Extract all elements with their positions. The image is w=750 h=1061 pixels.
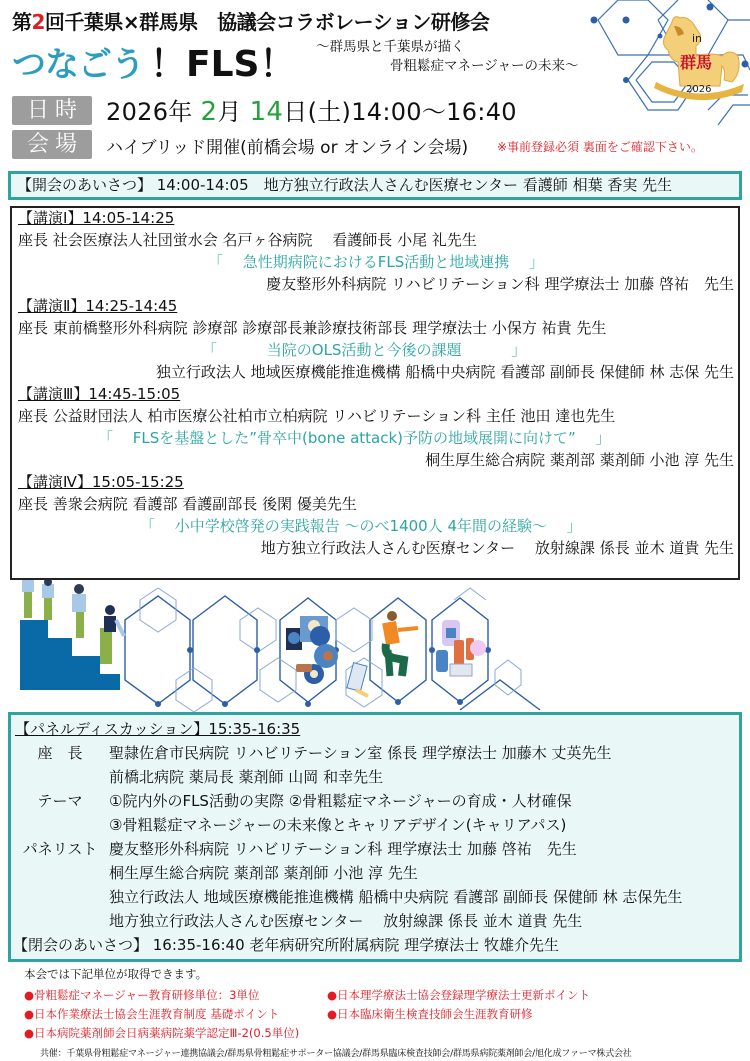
panel-discussion [8,712,742,962]
panel-row-label [11,813,109,837]
panel-row-label [11,909,109,933]
date-day: 14 [249,97,284,127]
illustration-band [0,580,750,712]
exercise-squat-icon [382,611,418,676]
venue-value: ハイブリッド開催(前橋会場 or オンライン会場) [106,138,469,158]
co-sponsors: 共催：千葉県骨粗鬆症マネージャー連携協議会/群馬県骨粗鬆症サポーター協議会/群馬県臨床検査技師会/群馬県病院薬剤師会/旭化成ファーマ株式会社 [40,1049,632,1059]
lecture-heading: 【講演Ⅳ】15:05-15:25 [18,473,184,491]
panel-row-label: パネリスト [22,840,98,858]
title-number: 2 [31,10,45,34]
lecture-title: 「 FLSを基盤とした”骨卒中(bone attack)予防の地域展開に向けて” 」 [98,429,611,447]
rocking-horse-logo [588,0,750,130]
subtitle-line-2: 骨粗鬆症マネージャーの未来～ [390,58,579,74]
lecture-3 [12,384,738,472]
panel-row-label: テーマ [37,792,83,810]
panel-row-value: ③骨粗鬆症マネージャーの未来像とキャリアデザイン(キャリアパス) [109,816,567,834]
opening-remarks: 【開会のあいさつ】 14:00-14:05 地方独立行政法人さんむ医療センター 看護師 相葉 香実 先生 [8,171,742,200]
panel-row [11,861,739,885]
lecture-chair: 座長 社会医療法人社団蛍水会 名戸ヶ谷病院 看護師長 小尾 礼先生 [18,231,477,249]
panel-row-label [11,861,109,885]
panel-row [11,789,739,813]
venue-label: 会場 [12,130,92,159]
credit-item: ●骨粗鬆症マネージャー教育研修単位：3単位 [24,988,260,1002]
lecture-title: 「 当院のOLS活動と今後の課題 」 [202,341,527,359]
credit-item: ●日本病院薬剤師会日病薬病院薬学認定Ⅲ-2(0.5単位) [24,1026,300,1040]
svg-text:群馬: 群馬 [680,53,713,72]
date-month: 2 [200,97,218,127]
lecture-heading: 【講演Ⅰ】14:05-14:25 [18,209,175,227]
panel-row-label [11,885,109,909]
panel-row-label: 座 長 [37,744,83,762]
hexagon-network-icon [0,580,750,712]
date-value [106,92,517,127]
panel-row [11,837,739,861]
medicine-bottles-icon [436,620,486,676]
title-prefix: 第 [12,10,32,34]
panel-row [11,885,739,909]
svg-text:in: in [692,32,703,45]
panel-row [11,741,739,765]
lecture-2 [12,296,738,384]
lecture-4 [12,472,738,560]
slogan [12,36,296,85]
lecture-speaker: 独立行政法人 地域医療機能推進機構 船橋中央病院 看護部 副師長 保健師 林 志保 先生 [155,363,734,381]
panel-row-value: 地方独立行政法人さんむ医療センター 放射線課 係長 並木 道貴 先生 [109,912,583,930]
lecture-title: 「 小中学校啓発の実践報告 ～のべ1400人 4年間の経験～ 」 [140,517,582,535]
subtitle [316,38,578,76]
slogan-main: つなごう [12,45,144,85]
svg-text:2026: 2026 [686,84,712,95]
people-climbing-stairs-icon [20,580,124,690]
lecture-speaker: 慶友整形外科病院 リハビリテーション科 理学療法士 加藤 啓祐 先生 [266,275,734,293]
credit-item: ●日本理学療法士協会登録理学療法士更新ポイント [327,988,591,1002]
event-title [12,6,489,35]
closing-remarks: 【閉会のあいさつ】 16:35-16:40 老年病研究所附属病院 理学療法士 牧雄介先生 [13,936,559,954]
panel-row-value: 聖隷佐倉市民病院 リハビリテーション室 係長 理学療法士 加藤木 丈英先生 [109,744,612,762]
lecture-speaker: 地方独立行政法人さんむ医療センター 放射線課 係長 並木 道貴 先生 [260,539,734,557]
lecture-1 [12,208,738,296]
subtitle-line-1: ～群馬県と千葉県が描く [316,39,465,55]
panel-row-value: ①院内外のFLS活動の実際 ②骨粗鬆症マネージャーの育成・人材確保 [109,792,572,810]
lecture-chair: 座長 善衆会病院 看護部 看護副部長 後閑 優美先生 [18,495,357,513]
panel-heading: 【パネルディスカッション】15:35-16:35 [15,720,301,738]
rocking-horse-icon [652,12,744,104]
panel-row-value: 前橋北病院 薬局長 薬剤師 山岡 和幸先生 [109,768,384,786]
panel-row [11,909,739,933]
lecture-title: 「 急性期病院におけるFLS活動と地域連携 」 [208,253,545,271]
date-month-unit: 月 [217,98,250,126]
panel-row-value: 桐生厚生総合病院 薬剤部 薬剤師 小池 淳 先生 [109,864,418,882]
lecture-heading: 【講演Ⅱ】14:25-14:45 [18,297,178,315]
credit-item: ●日本作業療法士協会生涯教育制度 基礎ポイント [24,1007,280,1021]
title-rest: 回千葉県×群馬県 協議会コラボレーション研修会 [44,10,490,34]
lecture-chair: 座長 公益財団法人 柏市医療公社柏市立柏病院 リハビリテーション科 主任 池田 達也先生 [18,407,616,425]
lecture-heading: 【講演Ⅲ】14:45-15:05 [18,385,181,403]
lecture-schedule [10,206,740,580]
slogan-fls: ！FLS！ [150,44,296,85]
panel-row-label [11,765,109,789]
date-year: 2026年 [106,98,201,126]
credit-item: ●日本臨床衛生検査技師会生涯教育研修 [327,1007,533,1021]
panel-row-value: 慶友整形外科病院 リハビリテーション科 理学療法士 加藤 啓祐 先生 [109,840,577,858]
online-meeting-icon [286,616,338,684]
registration-note: ※事前登録必須 裏面をご確認下さい。 [497,140,703,154]
date-rest: 日(土)14:00～16:40 [283,98,517,126]
credits-intro: 本会では下記単位が取得できます。 [24,967,208,981]
panel-row [11,765,739,789]
lecture-speaker: 桐生厚生総合病院 薬剤部 薬剤師 小池 淳 先生 [425,451,734,469]
panel-row [11,813,739,837]
lecture-chair: 座長 東前橋整形外科病院 診療部 診療部長兼診療技術部長 理学療法士 小保方 祐貴 先生 [18,319,607,337]
panel-row-value: 独立行政法人 地域医療機能推進機構 船橋中央病院 看護部 副師長 保健師 林 志保先生 [109,888,683,906]
date-label: 日時 [12,96,92,125]
